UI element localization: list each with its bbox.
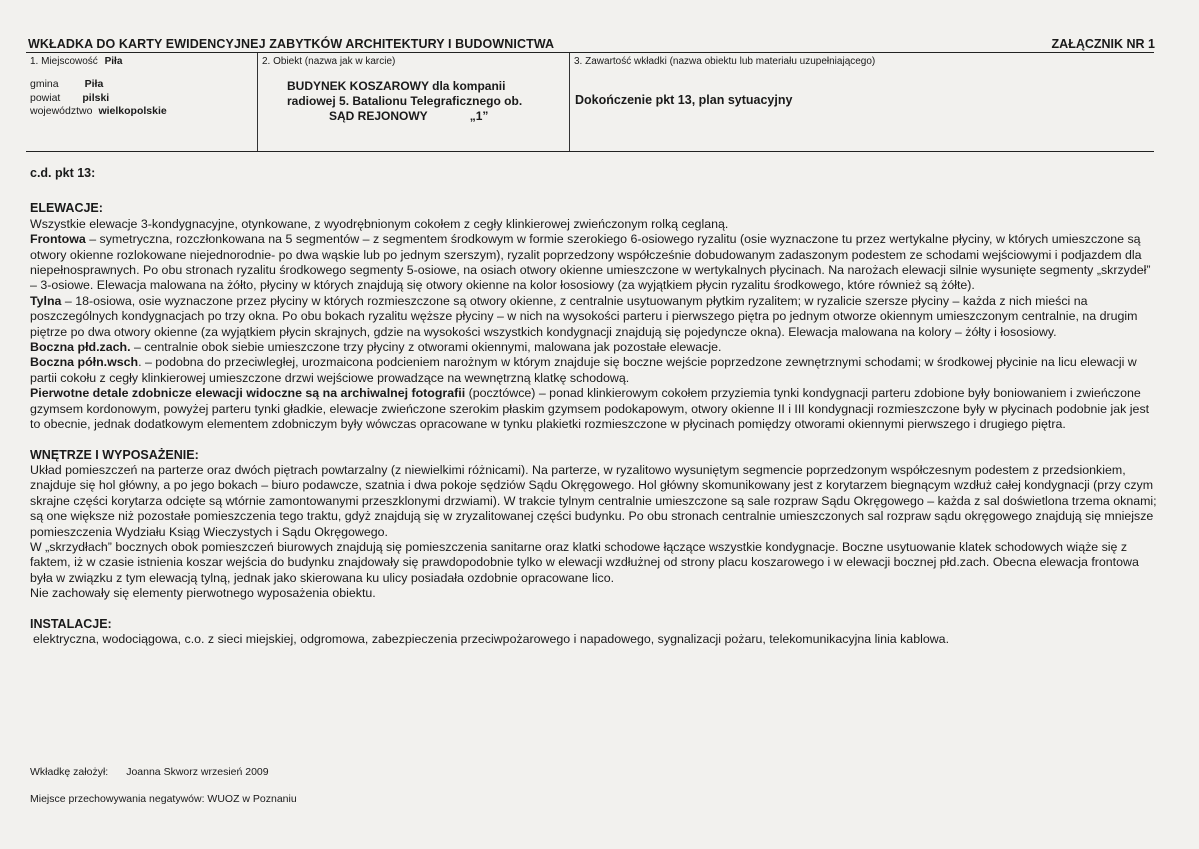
annex-label: ZAŁĄCZNIK NR 1 [1051, 37, 1155, 51]
location-cell [26, 53, 257, 151]
elewacje-intro: Wszystkie elewacje 3-kondygnacyjne, otynkowane, z wyodrębnionym cokołem z cegły klinkierowej zwieńczonym rolką ceglaną. [30, 216, 729, 231]
section-wnetrze [30, 448, 1160, 602]
powiat-value: pilski [82, 91, 110, 104]
tylna-paragraph: Tylna – 18-osiowa, osie wyznaczone przez płyciny w których rozmieszczone są otwory okienne, z centralnie usytuowanym płytkim ryzalitem; w ryzalicie szersze płyciny – każda z nich mieści na poszczególnych kondygnacjach po trzy okna. Po obu bokach ryzalitu węższe płyciny – w nich na wysokości parteru i pierwszego piętra po jednym otworze okiennym umieszczonym centralnie, na drugim piętrze po dwa otwory okienne (za wyjątkiem płycin skrajnych, gdzie na wysokości wszystkich kondygnacji znajdują się pojedyncze okna). Elewacja malowana na kolory – żółty i łososiowy. [30, 293, 1138, 339]
detale-paragraph: Pierwotne detale zdobnicze elewacji widoczne są na archiwalnej fotografii (pocztówce) – ponad klinkierowym cokołem przyziemia tynki kondygnacji parteru zdobione były boniowaniem i zwieńczone gzymsem kordonowym, powyżej parteru tynki gładkie, elewacje zwieńczone szerokim płaskim gzymsem podokapowym, otwory okienne II i III kondygnacji rozmieszczone były w płycinach podobnie jak jest to obecnie, jednak dodatkowym elementem zdobniczym były wówczas opracowane w tynku plakietki rozmieszczone w płycinach pomiędzy otworami okiennymi pierwszego i drugiego piętra. [30, 386, 1150, 432]
author-line [30, 766, 269, 778]
wnetrze-heading: WNĘTRZE I WYPOSAŻENIE: [30, 447, 199, 462]
wnetrze-paragraph-2: W „skrzydłach” bocznych obok pomieszczeń biurowych znajdują się pomieszczenia sanitarne oraz klatki schodowe łączące wszystkie kondygnacje. Boczne usytuowanie klatek schodowych wiąże się z faktem, iż w czasie istnienia koszar wejścia do budynku znajdowały się prawdopodobnie tylko w elewacji wzdłużnej od strony placu koszarowego i w elewacji bocznej płd.zach. Obecna elewacja frontowa była w związku z tym elewacją tylną, jednak jako skierowana ku ulicy posiadała ozdobnie opracowane lico. [30, 539, 1139, 585]
boczna-pdzach-paragraph: Boczna płd.zach. – centralnie obok siebie umieszczone trzy płyciny z otworami okiennymi, malowana jak pozostałe elewacje. [30, 340, 722, 355]
continuation-label: c.d. pkt 13: [30, 166, 96, 180]
frontowa-paragraph: Frontowa – symetryczna, rozczłonkowana na 5 segmentów – z segmentem środkowym w formie szerokiego 6-osiowego ryzalitu (osie wyznaczone tu przez wertykalne płyciny, w których umieszczone są otwory okienne rozlokowane niejednorodnie- po dwa wąskie lub po jednym szerszym), ryzalit poprzedzony współcześnie dobudowanym zadaszonym podestem ze schodami wejściowymi i podjazdem dla niepełnosprawnych. Po obu stronach ryzalitu środkowego segmenty 5-osiowe, na osiach otwory okienne umieszczone w wertykalnych płycinach. Na narożach elewacji silnie wysunięte segmenty „skrzydeł” – 3-osiowe. Elewacja malowana na żółto, płyciny w których znajdują się otwory okienne na kolor łososiowy (za wyjątkiem płycin ryzalitu środkowego, które również są żółte). [30, 232, 1151, 293]
object-label: 2. Obiekt (nazwa jak w karcie) [262, 56, 396, 67]
contents-value: Dokończenie pkt 13, plan sytuacyjny [575, 93, 793, 107]
section-instalacje [30, 617, 1160, 648]
elewacje-heading: ELEWACJE: [30, 201, 103, 216]
location-details [30, 78, 167, 119]
gmina-value: Piła [84, 78, 104, 90]
section-elewacje [30, 201, 1160, 432]
document-title: WKŁADKA DO KARTY EWIDENCYJNEJ ZABYTKÓW ARCHITEKTURY I BUDOWNICTWA [28, 37, 555, 51]
contents-label: 3. Zawartość wkładki (nazwa obiektu lub materiału uzupełniającego) [574, 56, 876, 67]
wojewodztwo-value: wielkopolskie [98, 105, 167, 117]
header-table [26, 52, 1154, 152]
author-value: Joanna Skworz wrzesień 2009 [126, 766, 269, 778]
instalacje-text: elektryczna, wodociągowa, c.o. z sieci miejskiej, odgromowa, zabezpieczenia przeciwpożarowego i napadowego, sygnalizacji pożaru, telekomunikacyjna linia kablowa. [33, 631, 950, 646]
powiat-label: powiat [30, 91, 61, 104]
negatives-line: Miejsce przechowywania negatywów: WUOZ w Poznaniu [30, 793, 297, 805]
boczna-pnwsch-paragraph: Boczna półn.wsch. – podobna do przeciwległej, urozmaicona podcieniem narożnym w którym znajduje się boczne wejście poprzedzone zewnętrznymi schodami; w środkowej płycinie na licu elewacji w partii cokołu z cegły klinkierowej umieszczone drzwi wejściowe prowadzące na wewnętrzną klatkę schodową. [30, 355, 1137, 385]
location-label: 1. Miejscowość [30, 56, 98, 67]
wnetrze-paragraph-3: Nie zachowały się elementy pierwotnego wyposażenia obiektu. [30, 586, 376, 601]
document-body [30, 166, 1160, 662]
author-label: Wkładkę założył: [30, 766, 109, 778]
wojewodztwo-label: województwo [30, 105, 93, 117]
contents-cell [569, 53, 1154, 151]
instalacje-heading: INSTALACJE: [30, 616, 112, 631]
object-cell [257, 53, 570, 151]
object-name: BUDYNEK KOSZAROWY dla kompanii radiowej 5. Batalionu Telegraficznego ob. SĄD REJONOWY „1” [287, 79, 523, 123]
gmina-label: gmina [30, 78, 59, 90]
location-value: Piła [104, 56, 123, 67]
wnetrze-paragraph-1: Układ pomieszczeń na parterze oraz dwóch piętrach powtarzalny (z niewielkimi różnicami). Na parterze, w ryzalitowo wysuniętym segmencie poprzedzonym współczesnym podestem z przedsionkiem, znajduje się hol główny, a po jego bokach – biuro podawcze, szatnia i dwa pokoje sędziów Sądu Okręgowego. Hol główny skomunikowany jest z korytarzem biegnącym wzdłuż całej kondygnacji (przy czym skrajne części korytarza odcięte są wtórnie zamontowanymi przeszklonymi drzwiami). W trakcie tylnym centralnie umieszczone są sale rozpraw Sądu Okręgowego – każda z sal doświetlona trzema oknami; są one większe niż pozostałe pomieszczenia tego traktu, gdyż znajdują się w zryzalitowanej części budynku. Po obu stronach centralnie umieszczonych sal rozpraw sądu okręgowego znajdują się mniejsze pomieszczenia Wydziału Ksiąg Wieczystych i Sądu Okręgowego. [30, 462, 1157, 539]
